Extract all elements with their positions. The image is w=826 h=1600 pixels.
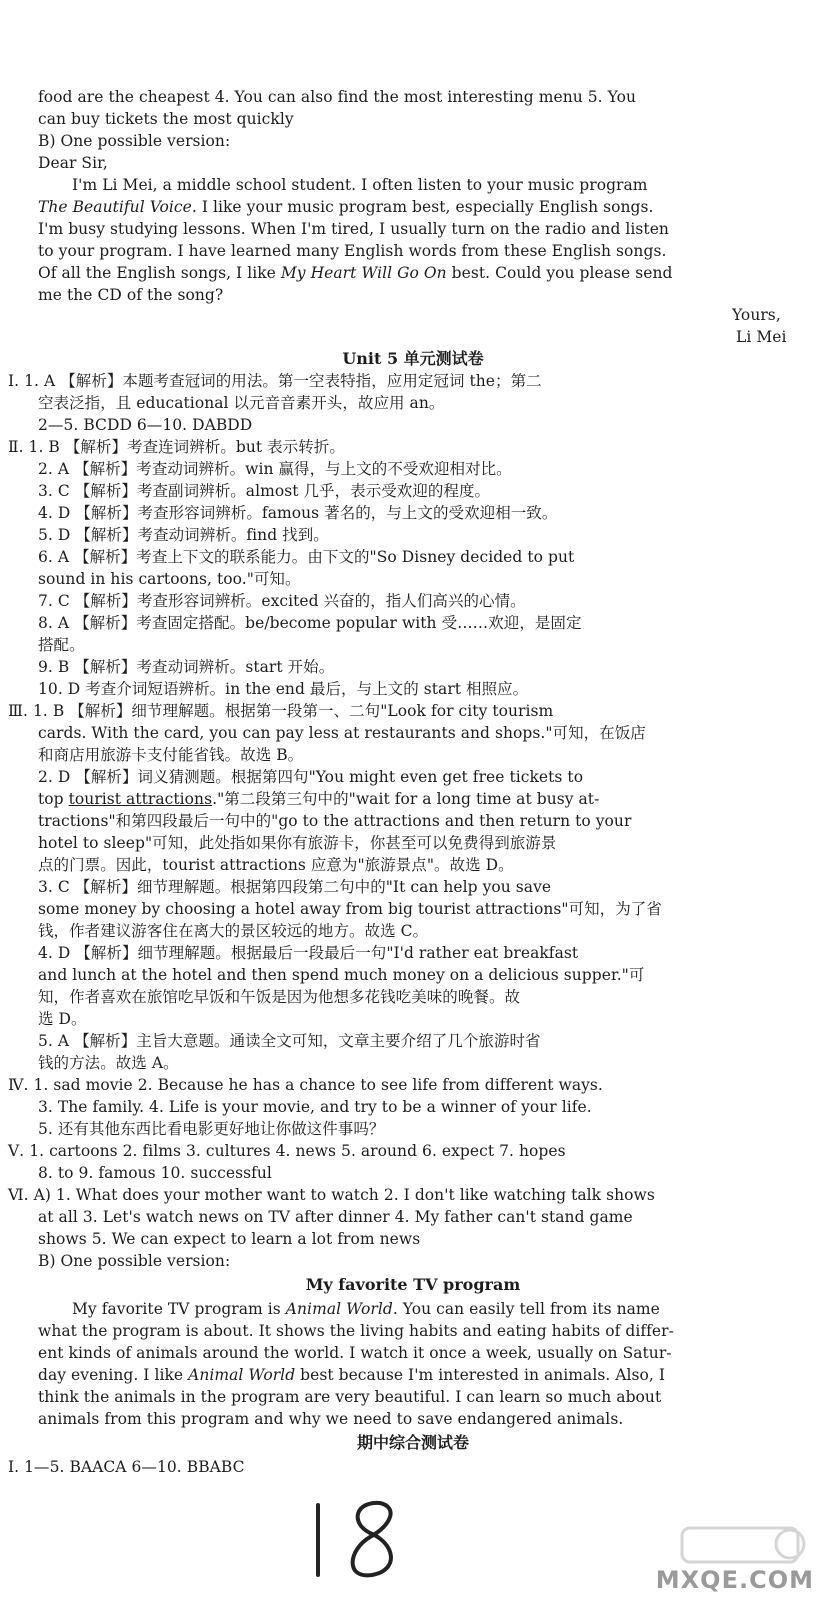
answer-line: shows 5. We can expect to learn a lot from news <box>38 1230 421 1248</box>
answer-line: 搭配。 <box>38 636 85 654</box>
answer-line: 10. D 考查介词短语辨析。in the end 最后，与上文的 start 相照应。 <box>38 680 529 698</box>
essay-title: My favorite TV program <box>305 1275 521 1294</box>
text-line: B) One possible version: <box>38 132 231 150</box>
essay-line: what the program is about. It shows the living habits and eating habits of differ- <box>38 1322 674 1340</box>
answer-line: 5. A 【解析】主旨大意题。通读全文可知，文章主要介绍了几个旅游时省 <box>38 1032 541 1050</box>
answer-line: 点的门票。因此，tourist attractions 应意为"旅游景点"。故选 D。 <box>38 856 514 874</box>
section-title: Unit 5 单元测试卷 <box>342 349 484 368</box>
essay-line: animals from this program and why we need to save endangered animals. <box>38 1410 624 1428</box>
answer-line: 空表泛指，且 educational 以元音音素开头，故应用 an。 <box>38 394 445 412</box>
text-line: The Beautiful Voice. I like your music program best, especially English songs. <box>38 198 654 216</box>
answer-line: Ⅴ. 1. cartoons 2. films 3. cultures 4. news 5. around 6. expect 7. hopes <box>8 1142 566 1160</box>
answer-line: some money by choosing a hotel away from big tourist attractions"可知，为了省 <box>38 900 662 918</box>
answer-line: 知，作者喜欢在旅馆吃早饭和午饭是因为他想多花钱吃美味的晚餐。故 <box>38 988 521 1006</box>
letter-signature: Li Mei <box>736 328 787 346</box>
answer-line: Ⅳ. 1. sad movie 2. Because he has a chance to see life from different ways. <box>8 1076 603 1094</box>
text-line: I'm Li Mei, a middle school student. I often listen to your music program <box>72 176 648 194</box>
answer-line: 3. The family. 4. Life is your movie, and try to be a winner of your life. <box>38 1098 592 1116</box>
answer-line: B) One possible version: <box>38 1252 231 1270</box>
answer-line: 7. C 【解析】考查形容词辨析。excited 兴奋的，指人们高兴的心情。 <box>38 592 526 610</box>
answer-line: and lunch at the hotel and then spend much money on a delicious supper."可 <box>38 966 645 984</box>
answer-line: 9. B 【解析】考查动词辨析。start 开始。 <box>38 658 335 676</box>
letter-salutation: Dear Sir, <box>38 154 108 172</box>
text-line: to your program. I have learned many English words from these English songs. <box>38 242 667 260</box>
answer-line: top tourist attractions."第二段第三句中的"wait for a long time at busy at- <box>38 790 600 808</box>
answer-line: Ⅲ. 1. B 【解析】细节理解题。根据第一段第一、二句"Look for city tourism <box>8 702 554 720</box>
answer-line: Ⅵ. A) 1. What does your mother want to watch 2. I don't like watching talk shows <box>8 1186 655 1204</box>
text-line: me the CD of the song? <box>38 286 224 304</box>
answer-line: 8. to 9. famous 10. successful <box>38 1164 272 1182</box>
letter-closing: Yours, <box>732 306 781 324</box>
answer-line: 3. C 【解析】考查副词辨析。almost 几乎，表示受欢迎的程度。 <box>38 482 491 500</box>
answer-line: sound in his cartoons, too."可知。 <box>38 570 301 588</box>
essay-line: day evening. I like Animal World best because I'm interested in animals. Also, I <box>38 1366 666 1384</box>
answer-line: 3. C 【解析】细节理解题。根据第四段第二句中的"It can help you save <box>38 878 552 896</box>
answer-line: cards. With the card, you can pay less at restaurants and shops."可知，在饭店 <box>38 724 646 742</box>
answer-line: Ⅰ. 1. A 【解析】本题考查冠词的用法。第一空表特指，应用定冠词 the；第二 <box>8 372 542 390</box>
answer-line: Ⅱ. 1. B 【解析】考查连词辨析。but 表示转折。 <box>8 438 345 456</box>
answer-line: 5. 还有其他东西比看电影更好地让你做这件事吗？ <box>38 1120 385 1138</box>
underlined-phrase: tourist attractions <box>68 790 213 808</box>
program-title: Animal World <box>285 1300 393 1318</box>
answer-line: 2. D 【解析】词义猜测题。根据第四句"You might even get free tickets to <box>38 768 584 786</box>
answer-line: 8. A 【解析】考查固定搭配。be/become popular with 受……欢迎，是固定 <box>38 614 582 632</box>
answer-line: 钱，作者建议游客住在离大的景区较远的地方。故选 C。 <box>38 922 429 940</box>
watermark-url: MXQE.COM <box>655 1566 814 1594</box>
text-line: Of all the English songs, I like My Heart Will Go On best. Could you please send <box>38 264 673 282</box>
section-title: 期中综合测试卷 <box>356 1433 469 1452</box>
text-line: can buy tickets the most quickly <box>38 110 294 128</box>
answer-line: 4. D 【解析】细节理解题。根据最后一段最后一句"I'd rather eat breakfast <box>38 944 579 962</box>
handwritten-page-number <box>300 1495 420 1580</box>
essay-line: think the animals in the program are very beautiful. I can learn so much about <box>38 1388 662 1406</box>
answer-line: 5. D 【解析】考查动词辨析。find 找到。 <box>38 526 329 544</box>
program-title: Animal World <box>188 1366 296 1384</box>
essay-line: My favorite TV program is Animal World. You can easily tell from its name <box>72 1300 660 1318</box>
answer-line: 选 D。 <box>38 1010 87 1028</box>
answer-line: tractions"和第四段最后一句中的"go to the attractions and then return to your <box>38 812 632 830</box>
text-line: food are the cheapest 4. You can also find the most interesting menu 5. You <box>38 88 636 106</box>
program-name: The Beautiful Voice. <box>38 198 197 216</box>
song-name: My Heart Will Go On <box>280 264 447 282</box>
answer-line: 和商店用旅游卡支付能省钱。故选 B。 <box>38 746 304 764</box>
answer-line: hotel to sleep"可知，此处指如果你有旅游卡，你甚至可以免费得到旅游景 <box>38 834 557 852</box>
answer-line: at all 3. Let's watch news on TV after dinner 4. My father can't stand game <box>38 1208 633 1226</box>
answer-line: 4. D 【解析】考查形容词辨析。famous 著名的，与上文的受欢迎相一致。 <box>38 504 558 522</box>
essay-line: ent kinds of animals around the world. I watch it once a week, usually on Satur- <box>38 1344 672 1362</box>
answer-line: Ⅰ. 1—5. BAACA 6—10. BBABC <box>8 1458 245 1476</box>
answer-line: 6. A 【解析】考查上下文的联系能力。由下文的"So Disney decided to put <box>38 548 575 566</box>
answer-line: 2. A 【解析】考查动词辨析。win 赢得，与上文的不受欢迎相对比。 <box>38 460 512 478</box>
text-line: I'm busy studying lessons. When I'm tired, I usually turn on the radio and listen <box>38 220 669 238</box>
answer-line: 2—5. BCDD 6—10. DABDD <box>38 416 253 434</box>
answer-line: 钱的方法。故选 A。 <box>38 1054 179 1072</box>
